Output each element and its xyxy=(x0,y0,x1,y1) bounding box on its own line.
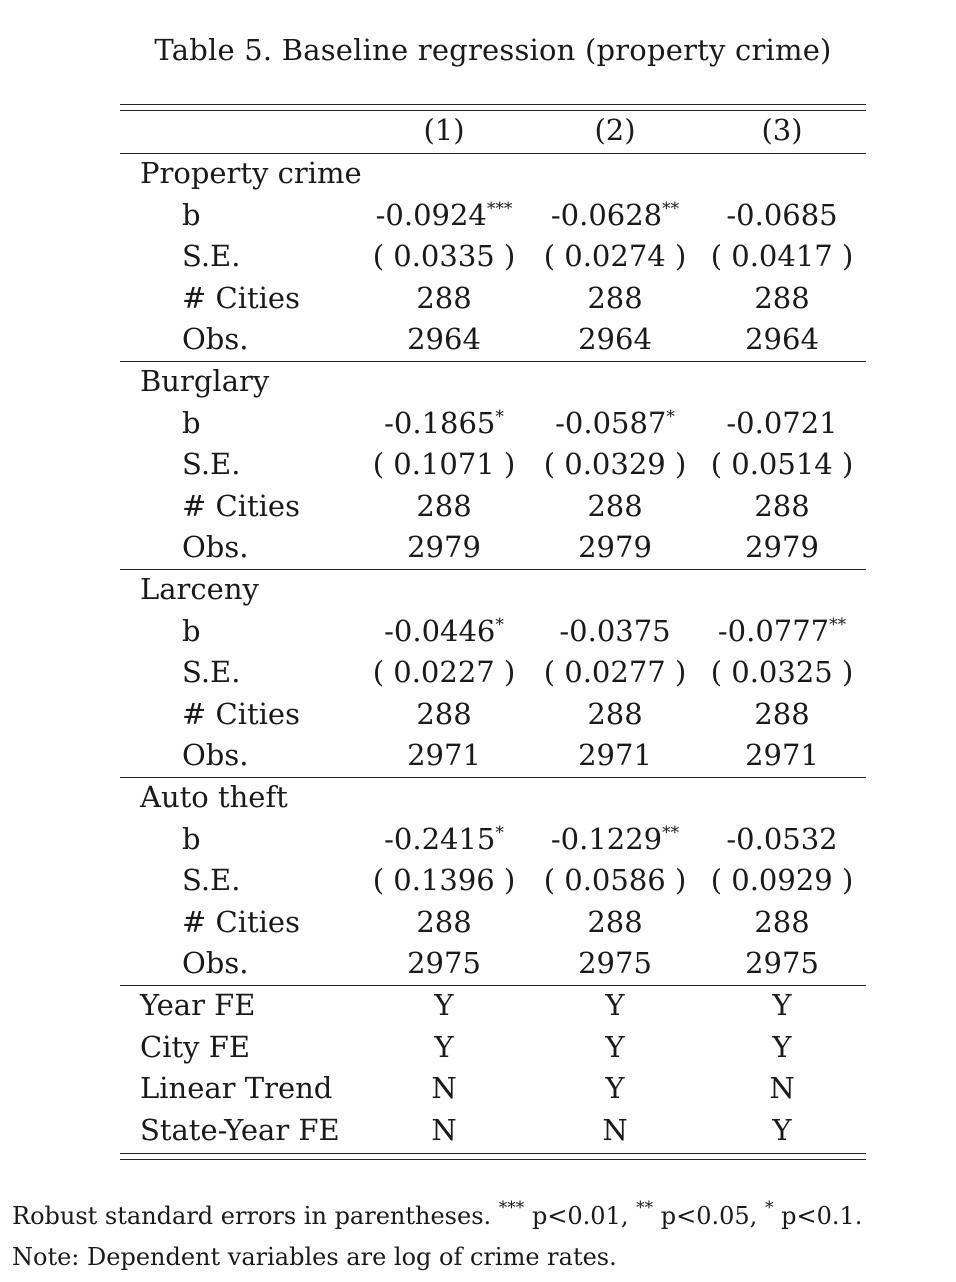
coef-number: -0.0375 xyxy=(559,613,671,648)
obs-row xyxy=(120,734,866,776)
obs-label: Obs. xyxy=(182,946,249,981)
panel-title-row xyxy=(120,152,866,194)
fixed-effect-row xyxy=(120,984,866,1026)
coef-number: -0.1229 xyxy=(550,821,663,856)
std-error-value: ( 0.0586 ) xyxy=(543,863,687,898)
note-level: p<0.1. xyxy=(781,1202,863,1230)
coef-label: b xyxy=(182,613,201,648)
note-stars: * xyxy=(764,1198,774,1218)
cities-value: 288 xyxy=(754,904,810,939)
fixed-effect-label: Linear Trend xyxy=(140,1071,333,1106)
cities-value: 288 xyxy=(416,280,472,315)
coef-row xyxy=(120,610,866,652)
std-error-value: ( 0.0325 ) xyxy=(710,655,854,690)
std-error-row xyxy=(120,443,866,485)
std-error-value: ( 0.0417 ) xyxy=(710,239,854,274)
obs-value: 2964 xyxy=(745,322,819,357)
note-level: p<0.05, xyxy=(660,1202,758,1230)
note-prefix: Robust standard errors in parentheses. xyxy=(12,1202,492,1230)
fixed-effect-value: N xyxy=(431,1071,457,1106)
fixed-effect-value: N xyxy=(431,1112,457,1147)
fixed-effect-value: N xyxy=(602,1112,628,1147)
coef-number: -0.0685 xyxy=(726,197,838,232)
obs-value: 2975 xyxy=(745,946,819,981)
coef-value xyxy=(354,194,534,236)
coef-value xyxy=(525,402,705,444)
fixed-effect-label: Year FE xyxy=(140,988,256,1022)
significance-note xyxy=(12,1200,862,1232)
coef-value xyxy=(692,610,872,652)
std-error-value: ( 0.0277 ) xyxy=(543,655,687,690)
obs-value: 2975 xyxy=(578,946,652,981)
column-header-row xyxy=(120,109,866,151)
coef-number: -0.0446 xyxy=(384,613,496,648)
significance-stars: * xyxy=(495,614,504,635)
fixed-effect-value: Y xyxy=(434,1029,454,1064)
cities-value: 288 xyxy=(754,488,810,523)
fixed-effect-value: Y xyxy=(605,988,625,1022)
std-error-label: S.E. xyxy=(182,655,241,690)
significance-stars: * xyxy=(495,822,504,843)
coef-label: b xyxy=(182,821,201,856)
cities-label: # Cities xyxy=(182,904,300,939)
std-error-value: ( 0.0335 ) xyxy=(372,239,516,274)
column-header: (3) xyxy=(761,113,803,147)
coef-label: b xyxy=(182,405,201,440)
fixed-effect-row xyxy=(120,1067,866,1109)
cities-row xyxy=(120,485,866,527)
std-error-value: ( 0.1071 ) xyxy=(372,447,516,482)
column-header: (2) xyxy=(594,113,636,147)
significance-stars: ** xyxy=(662,198,680,219)
coef-number: -0.2415 xyxy=(384,821,496,856)
cities-label: # Cities xyxy=(182,280,300,315)
obs-value: 2975 xyxy=(407,946,481,981)
cities-value: 288 xyxy=(587,904,643,939)
panel-title: Burglary xyxy=(140,364,270,398)
std-error-value: ( 0.1396 ) xyxy=(372,863,516,898)
panel-title-row xyxy=(120,360,866,402)
fixed-effect-value: Y xyxy=(605,1071,625,1106)
std-error-row xyxy=(120,235,866,277)
table-title: Table 5. Baseline regression (property crime) xyxy=(154,33,832,67)
std-error-value: ( 0.0274 ) xyxy=(543,239,687,274)
significance-stars: ** xyxy=(829,614,847,635)
coef-value xyxy=(525,610,705,652)
fixed-effect-value: Y xyxy=(772,1029,792,1064)
coef-label: b xyxy=(182,197,201,232)
coef-value xyxy=(692,402,872,444)
std-error-label: S.E. xyxy=(182,239,241,274)
coef-value xyxy=(354,402,534,444)
fixed-effect-value: Y xyxy=(434,988,454,1022)
fixed-effect-label: City FE xyxy=(140,1029,251,1064)
cities-value: 288 xyxy=(587,280,643,315)
fixed-effect-value: Y xyxy=(772,988,792,1022)
coef-row xyxy=(120,818,866,860)
obs-row xyxy=(120,318,866,360)
bottom-rule-2 xyxy=(120,1159,866,1160)
panel-title: Property crime xyxy=(140,156,362,190)
obs-value: 2964 xyxy=(578,322,652,357)
cities-value: 288 xyxy=(754,280,810,315)
cities-value: 288 xyxy=(416,696,472,731)
coef-number: -0.0587 xyxy=(555,405,667,440)
fixed-effect-label: State-Year FE xyxy=(140,1112,340,1147)
obs-value: 2971 xyxy=(578,738,652,773)
fixed-effect-value: N xyxy=(769,1071,795,1106)
obs-label: Obs. xyxy=(182,530,249,565)
panel-title: Auto theft xyxy=(140,780,288,814)
obs-row xyxy=(120,526,866,568)
significance-stars: *** xyxy=(486,198,513,219)
cities-value: 288 xyxy=(587,488,643,523)
coef-value xyxy=(692,818,872,860)
std-error-value: ( 0.0929 ) xyxy=(710,863,854,898)
obs-value: 2971 xyxy=(745,738,819,773)
obs-value: 2979 xyxy=(745,530,819,565)
coef-row xyxy=(120,194,866,236)
dependent-variable-note: Note: Dependent variables are log of crime rates. xyxy=(12,1243,617,1271)
bottom-rule-1 xyxy=(120,1153,866,1154)
obs-row xyxy=(120,942,866,984)
obs-value: 2979 xyxy=(578,530,652,565)
fixed-effect-row xyxy=(120,1026,866,1068)
coef-number: -0.0777 xyxy=(717,613,830,648)
cities-label: # Cities xyxy=(182,488,300,523)
cities-value: 288 xyxy=(416,904,472,939)
cities-label: # Cities xyxy=(182,696,300,731)
panel-title: Larceny xyxy=(140,572,259,606)
panel-title-row xyxy=(120,568,866,610)
std-error-row xyxy=(120,859,866,901)
std-error-value: ( 0.0227 ) xyxy=(372,655,516,690)
cities-row xyxy=(120,901,866,943)
coef-value xyxy=(525,818,705,860)
std-error-value: ( 0.0514 ) xyxy=(710,447,854,482)
note-level: p<0.01, xyxy=(531,1202,629,1230)
cities-value: 288 xyxy=(754,696,810,731)
coef-row xyxy=(120,402,866,444)
obs-label: Obs. xyxy=(182,322,249,357)
note-stars: ** xyxy=(636,1198,654,1218)
significance-stars: ** xyxy=(662,822,680,843)
obs-label: Obs. xyxy=(182,738,249,773)
coef-value xyxy=(354,610,534,652)
fixed-effect-row xyxy=(120,1109,866,1151)
obs-value: 2964 xyxy=(407,322,481,357)
cities-row xyxy=(120,277,866,319)
std-error-row xyxy=(120,651,866,693)
fixed-effect-value: Y xyxy=(772,1112,792,1147)
significance-stars: * xyxy=(495,406,504,427)
coef-number: -0.0721 xyxy=(726,405,838,440)
coef-value xyxy=(525,194,705,236)
column-header: (1) xyxy=(423,113,465,147)
coef-number: -0.0532 xyxy=(726,821,838,856)
std-error-value: ( 0.0329 ) xyxy=(543,447,687,482)
cities-value: 288 xyxy=(416,488,472,523)
cities-value: 288 xyxy=(587,696,643,731)
top-rule-1 xyxy=(120,104,866,105)
coef-number: -0.1865 xyxy=(384,405,496,440)
coef-number: -0.0628 xyxy=(550,197,663,232)
coef-number: -0.0924 xyxy=(375,197,487,232)
coef-value xyxy=(692,194,872,236)
significance-stars: * xyxy=(666,406,675,427)
fixed-effect-value: Y xyxy=(605,1029,625,1064)
coef-value xyxy=(354,818,534,860)
std-error-label: S.E. xyxy=(182,863,241,898)
obs-value: 2971 xyxy=(407,738,481,773)
std-error-label: S.E. xyxy=(182,447,241,482)
cities-row xyxy=(120,693,866,735)
note-stars: *** xyxy=(498,1198,525,1218)
obs-value: 2979 xyxy=(407,530,481,565)
panel-title-row xyxy=(120,776,866,818)
